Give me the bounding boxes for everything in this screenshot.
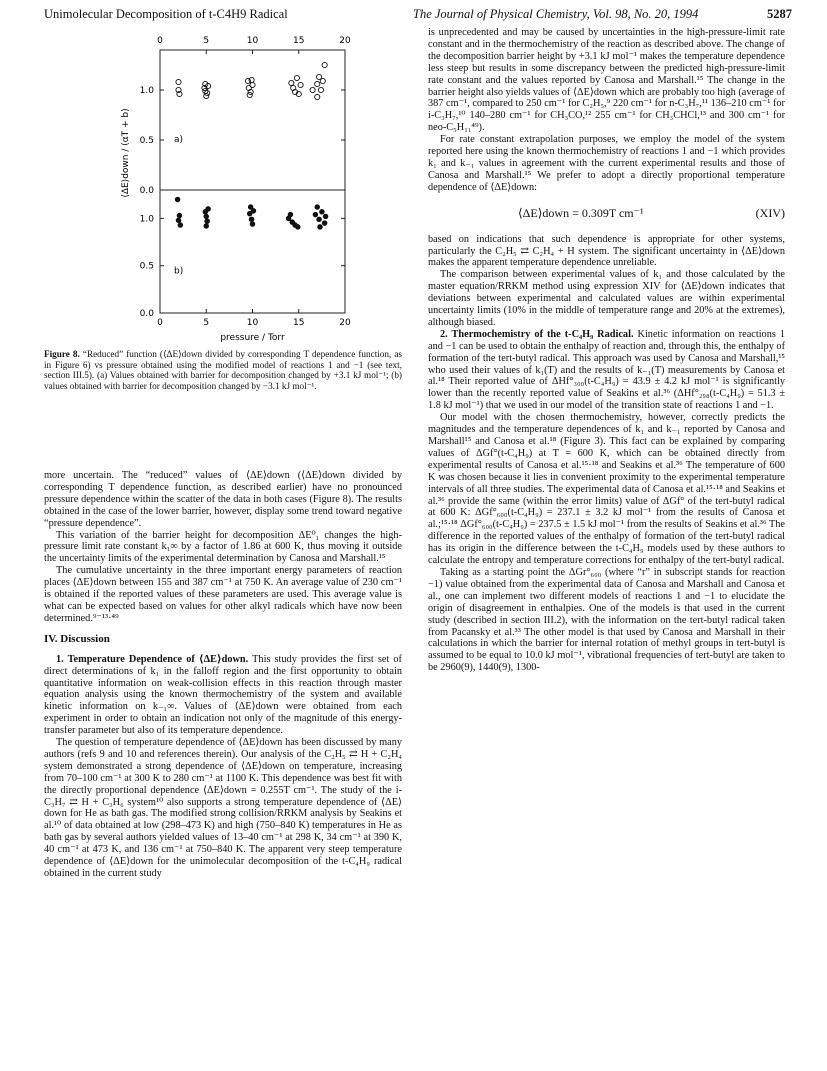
- plot-frame: [160, 50, 345, 313]
- tick-marks: [160, 50, 345, 313]
- subsection-heading: 1. Temperature Dependence of ⟨ΔE⟩down.: [56, 653, 249, 665]
- data-point: [176, 218, 181, 223]
- data-point: [204, 224, 209, 229]
- caption-label: Figure 8.: [44, 349, 80, 359]
- subsection-text: This study provides the first set of direct determinations of k₁ in the falloff region and the first opportunity to obtain quantitative information on weak-collision effects in this reaction through master equation analysis using the known thermochemistry of the system and available kinetic information on k₋₁∞. Values of ⟨ΔE⟩down were obtained from each experiment in order to obtain an indication not only of the magnitude of this energy-transfer parameter but also of its temperature dependence.: [44, 653, 402, 737]
- data-point: [323, 214, 328, 219]
- running-head-title: Unimolecular Decomposition of t-C4H9 Radical: [44, 7, 288, 21]
- data-point: [250, 82, 255, 87]
- paragraph: The cumulative uncertainty in the three important energy parameters of reaction places ⟨ΔE⟩down between 155 and 387 cm⁻¹ at 750 K. An average value of 230 cm⁻¹ is obtained if the reported values of these parameters are used. This average value is what can be expected based on values for other alkyl radicals which have now been determined.⁹⁻¹³·⁴⁹: [44, 565, 402, 624]
- equation-xiv: [428, 205, 785, 220]
- x-tick-label-bottom: 20: [339, 318, 351, 328]
- subsection-text: Kinetic information on reactions 1 and −1 can be used to obtain the enthalpy of reaction and, through this, the enthalpy of formation of the tert-butyl radical. This approach was used by Canosa and Marshall,¹⁵ who used their values of k₁(T) and the results of k₋₁(T) measurements by Canosa et al.¹⁸ Their reported value of ΔHf°₃₀₀(t-C₄H₉) = 43.9 ± 4.2 kJ mol⁻¹ is significantly lower than the recently reported value of Seakins et al.³⁶ (ΔHf°₂₉₈(t-C₄H₉) = 51.3 ± 1.8 kJ mol⁻¹) that we used in our model of the transition state of reactions 1 and −1.: [428, 328, 785, 412]
- data-point: [177, 213, 182, 218]
- data-point: [317, 217, 322, 222]
- data-point: [248, 205, 253, 210]
- paragraph: Our model with the chosen thermochemistry, however, correctly predicts the magnitudes and the temperature dependences of k₁ and k₋₁ reported by Canosa and Marshall¹⁵ and Canosa et al.¹⁸ (Figure 3). This fact can be explained by comparing values of ΔGf°(t-C₄H₉) at T = 600 K, which can be obtained directly from experimental results of Canosa et al.¹⁵·¹⁸ and Seakins et al.³⁶ The temperature of 600 K was chosen because it lies in convenient proximity to the experimental temperature intervals of all three studies. The experimental data of Canosa et al.¹⁵·¹⁸ and Seakins et al.³⁶ provide the same (within the error limits) value of ΔGf° of the tert-butyl radical at 600 K: ΔGf°₆₀₀(t-C₄H₉) = 237.1 ± 3.2 kJ mol⁻¹ from the results of Canosa et al.;¹⁵·¹⁸ ΔGf°₆₀₀(t-C₄H₉) = 237.5 ± 1.5 kJ mol⁻¹ from the results of Seakins et al.³⁶ The difference in the reported values of the enthalpy of formation of the tert-butyl radical has its origin in the difference between the t-C₄H₉ models used by these authors to calculate the entropy and temperature corrections for enthalpy of the tert-butyl radical.: [428, 412, 785, 567]
- data-point: [204, 214, 209, 219]
- data-point: [176, 79, 181, 84]
- data-point: [320, 78, 325, 83]
- paragraph: For rate constant extrapolation purposes, we employ the model of the system reported here using the known thermochemistry of reactions 1 and −1 which provides k₁ and k₋₁ values in agreement with the current experimental results and those of Canosa and Marshall.¹⁵ We prefer to adopt a directly proportional temperature dependence of ⟨ΔE⟩down:: [428, 134, 785, 193]
- panel-a-label: a): [174, 135, 184, 145]
- data-point: [288, 212, 293, 217]
- paragraph: The comparison between experimental values of k₁ and those calculated by the master equation/RRKM method using expression XIV for ⟨ΔE⟩down indicates that deviations between experimental and calculated values are within experimental uncertainty limits (10% in the middle of temperature range and 20% at the extremes), although biased.: [428, 269, 785, 328]
- x-tick-label-top: 15: [293, 36, 305, 46]
- section-heading: IV. Discussion: [44, 632, 110, 645]
- data-point: [318, 225, 323, 230]
- x-tick-label-top: 0: [157, 36, 163, 46]
- data-point: [315, 205, 320, 210]
- data-point: [298, 82, 303, 87]
- x-tick-label-top: 5: [203, 36, 210, 46]
- y-tick-label: 0.0: [139, 309, 154, 319]
- data-point: [310, 87, 315, 92]
- caption-text: “Reduced” function (⟨ΔE⟩down divided by corresponding T dependence function, as in Figure 6) vs pressure obtained using the modified model of reactions 1 and −1 (see text, section III.5). (a) Values obtained with barrier for decomposition changed by +3.1 kJ mol⁻¹; (b) values obtained with barrier for decomposition changed by −3.1 kJ mol⁻¹.: [44, 349, 403, 391]
- left-column: [44, 470, 402, 880]
- y-tick-label: 1.0: [139, 86, 154, 96]
- data-point: [294, 75, 299, 80]
- y-tick-label: 0.5: [139, 261, 154, 272]
- paragraph: [428, 329, 785, 412]
- x-tick-label-bottom: 0: [157, 318, 163, 328]
- x-tick-label-bottom: 10: [246, 318, 259, 328]
- data-point: [289, 80, 294, 85]
- equation-number: (XIV): [755, 205, 785, 220]
- y-tick-label: 1.0: [139, 214, 154, 225]
- paragraph: based on indications that such dependence is appropriate for other systems, particularly the C₂H₅ ⇄ C₂H₄ + H system. The significant uncertainty in ⟨ΔE⟩down makes the apparent temperature dependence unreliable.: [428, 233, 785, 269]
- data-point: [247, 92, 252, 97]
- data-point: [178, 223, 183, 228]
- data-point: [322, 221, 327, 226]
- data-point: [313, 212, 318, 217]
- equation-body: ⟨ΔE⟩down = 0.309T cm⁻¹: [518, 205, 644, 220]
- subsection-heading: 2. Thermochemistry of the t-C₄H₉ Radical.: [440, 328, 634, 340]
- data-point: [322, 62, 327, 67]
- panel-b-points: [175, 197, 328, 229]
- y-tick-label: 0.0: [139, 186, 154, 196]
- paragraph: The question of temperature dependence of ⟨ΔE⟩down has been discussed by many authors (refs 9 and 10 and references therein). Our analysis of the C₂H₅ ⇄ H + C₂H₄ system demonstrated a strong dependence of ⟨ΔE⟩down on temperature, increasing from 70–100 cm⁻¹ at 300 K to 280 cm⁻¹ at 1100 K. This dependence was best fit with the directly proportional dependence ⟨ΔE⟩down = 0.255T cm⁻¹. The study of the i-C₃H₇ ⇄ H + C₃H₆ system¹⁰ also supports a strong temperature dependence of ⟨ΔE⟩down for He as bath gas. The modified strong collision/RRKM analysis by Seakins et al.¹⁰ of data obtained at low (298–473 K) and high (750–840 K) temperatures in He as bath gas by several authors yielded values of 13–40 cm⁻¹ at 298 K, 34 cm⁻¹ at 390 K, 40 cm⁻¹ at 473 K, and 136 cm⁻¹ at 750–840 K. The apparent very steep temperature dependence of ⟨ΔE⟩down for the unimolecular decomposition of the t-C₄H₉ radical obtained in the current study: [44, 737, 402, 879]
- data-point: [318, 87, 323, 92]
- y-axis-label: ⟨ΔE⟩down / (αT + b): [121, 108, 131, 198]
- right-column: [428, 27, 785, 674]
- data-point: [204, 93, 209, 98]
- paragraph: Taking as a starting point the ΔGr°₆₀₀ (where “r” in subscript stands for reaction −1) value obtained from the experimental data of Canosa and Marshall and Canosa et al., one can implement two different models of reactions 1 and −1 to elucidate the origin of disagreement in enthalpies. One of the models is that used in the current study (described in section III.2), with the information on the tert-butyl radical taken from Pacansky et al.³³ The other model is that used by Canosa and Marshall in their calculations in which the barrier for internal rotation of methyl groups in tert-butyl is assumed to be equal to 10.0 kJ mol⁻¹, vibrational frequencies of tert-butyl are taken to be 2960(9), 1440(9), 1300-: [428, 566, 785, 674]
- journal-citation: The Journal of Physical Chemistry, Vol. 98, No. 20, 1994: [413, 7, 699, 21]
- figure-8: [44, 28, 404, 346]
- paragraph: more uncertain. The “reduced” values of ⟨ΔE⟩down (⟨ΔE⟩down divided by corresponding T dependence function, as described earlier) have no pronounced pressure dependence within the scatter of the data in both cases (Figure 8). The results obtained in the case of the lower barrier, however, display some trend toward negative “pressure dependence”.: [44, 470, 402, 529]
- x-tick-label-bottom: 15: [293, 318, 305, 328]
- plot-border: [160, 50, 345, 313]
- data-point: [250, 222, 255, 227]
- figure-caption: [44, 349, 402, 391]
- data-point: [245, 78, 250, 83]
- paragraph: This variation of the barrier height for decomposition ΔE⁰₁ changes the high-pressure limit rate constant k₁∞ by a factor of 1.86 at 600 K, thus moving it outside the uncertainty limits of the experimental determination by Canosa and Marshall.¹⁵: [44, 529, 402, 565]
- paragraph: is unprecedented and may be caused by uncertainties in the high-pressure-limit rate constant and in the thermochemistry of the reaction as described above. The change of the decomposition barrier height by +3.1 kJ mol⁻¹ makes the temperature dependence less steep but results in some discrepancy between the predicted high-pressure-limit rate constant and the values reported by Canosa and Marshall.¹⁵ The change in the barrier height also yields values of ⟨ΔE⟩down which are probably too high (average of 387 cm⁻¹, compared to 250 cm⁻¹ for C₂H₅,⁹ 220 cm⁻¹ for n-C₃H₇,¹¹ 136–210 cm⁻¹ for i-C₃H₇,¹⁰ 140–280 cm⁻¹ for CH₃CO,¹² 255 cm⁻¹ for CH₃CHCl,¹³ and 300 cm⁻¹ for neo-C₅H₁₁⁴⁹).: [428, 27, 785, 134]
- data-point: [249, 77, 254, 82]
- data-point: [320, 209, 325, 214]
- page-number: 5287: [767, 7, 792, 21]
- data-point: [175, 197, 180, 202]
- data-point: [249, 217, 254, 222]
- data-point: [315, 81, 320, 86]
- y-tick-label: 0.5: [139, 136, 154, 146]
- x-tick-label-top: 20: [339, 36, 351, 46]
- data-point: [315, 94, 320, 99]
- panel-a-points: [176, 62, 327, 99]
- data-point: [206, 207, 211, 212]
- x-axis-label: pressure / Torr: [220, 333, 285, 343]
- paragraph: [44, 654, 402, 737]
- data-point: [205, 219, 210, 224]
- x-tick-label-bottom: 5: [203, 318, 210, 328]
- x-tick-label-top: 10: [246, 36, 259, 46]
- panel-b-label: b): [174, 266, 184, 277]
- data-point: [296, 225, 301, 230]
